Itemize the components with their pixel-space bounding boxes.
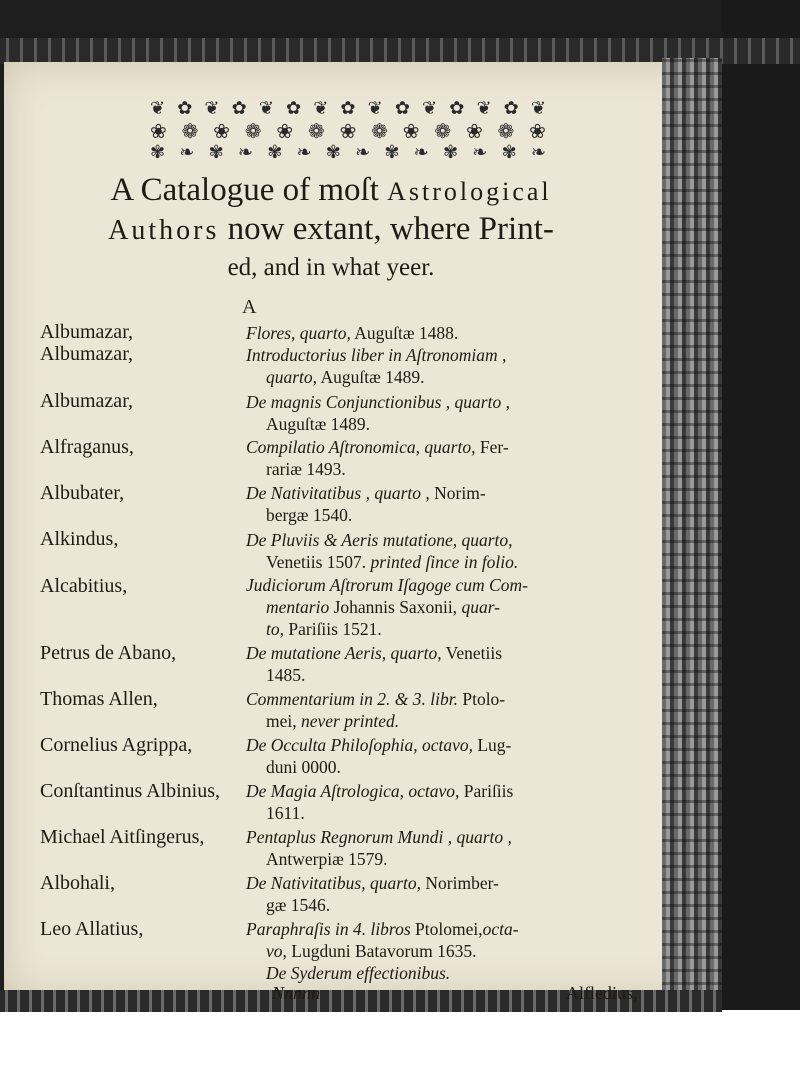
page-title <box>0 172 662 209</box>
author-name: Albumazar, <box>40 343 134 365</box>
title-text: A Catalogue of moſt <box>110 172 388 208</box>
title-line-3: ed, and in what yeer. <box>227 254 435 281</box>
author-name: Petrus de Abano, <box>40 642 177 664</box>
background-white <box>0 1010 800 1081</box>
entry-description: De Nativitatibus, quarto, Norimber- gæ 1546. <box>246 873 499 915</box>
author-name: Conſtantinus Albinius, <box>40 780 221 802</box>
entry-description: De Pluviis & Aeris mutatione, quarto, Venetiis 1507. printed ſince in folio. <box>246 530 519 572</box>
author-name: Alcabitius, <box>40 575 128 597</box>
author-name: Albubater, <box>40 482 125 504</box>
entry-description: De Magia Aſtrologica, octavo, Pariſiis 1611. <box>246 781 514 823</box>
title-text: now extant, where Print- <box>219 211 554 247</box>
catchword: Alfledius, <box>566 983 638 1003</box>
author-name: Albohali, <box>40 872 115 894</box>
author-name: Cornelius Agrippa, <box>40 734 193 756</box>
entry-description: De mutatione Aeris, quarto, Venetiis 1485. <box>246 643 503 685</box>
entry-description: De magnis Conjunctionibus , quarto , Auguſtæ 1489. <box>246 392 510 434</box>
title-line-2 <box>0 211 662 248</box>
entry-description: Compilatio Aſtronomica, quarto, Fer- rariæ 1493. <box>246 437 509 479</box>
author-name: Albumazar, <box>40 390 134 412</box>
author-name: Alkindus, <box>40 528 119 550</box>
entry-description: Commentarium in 2. & 3. libr. Ptolo- mei, never printed. <box>246 689 506 731</box>
author-name: Albumazar, <box>40 321 134 343</box>
printers-ornament-icon: ❦ ✿ ❦ ✿ ❦ ✿ ❦ ✿ ❦ ✿ ❦ ✿ ❦ ✿ ❦ ❀ ❁ ❀ ❁ ❀ ❁ ❀ ❁ ❀ ❁ ❀ ❁ ❀ ✾ ❧ ✾ ❧ ✾ ❧ ✾ ❧ ✾ ❧ ✾ ❧ ✾ ❧ <box>150 98 546 163</box>
author-name: Thomas Allen, <box>40 688 158 710</box>
entry-description: Flores, quarto, Auguſtæ 1488. <box>246 323 459 343</box>
section-letter: A <box>242 296 257 318</box>
right-ornamental-border <box>662 58 722 1008</box>
title-authors: Authors <box>108 215 220 246</box>
entry-description: De Occulta Philoſophia, octavo, Lug- duni 0000. <box>246 735 512 777</box>
author-name: Michael Aitſingerus, <box>40 826 205 848</box>
entry-description: Paraphraſis in 4. libros Ptolomei,octa- vo, Lugduni Batavorum 1635. De Syderum effectionibus. <box>246 919 519 983</box>
entry-description: Pentaplus Regnorum Mundi , quarto , Antwerpiæ 1579. <box>246 827 512 869</box>
entry-description: Judiciorum Aſtrorum Iſagoge cum Com- mentario Johannis Saxonii, quar- to, Pariſiis 1521. <box>246 575 528 639</box>
entry-description: Introductorius liber in Aſtronomiam , quarto, Auguſtæ 1489. <box>246 345 507 387</box>
author-name: Leo Allatius, <box>40 918 144 940</box>
title-smallcaps: Astrological <box>387 177 552 206</box>
scan-edge-dark <box>722 0 800 1010</box>
author-name: Alfraganus, <box>40 436 134 458</box>
entry-description: De Nativitatibus , quarto , Norim- bergæ 1540. <box>246 483 486 525</box>
signature-mark: Nnnnn <box>272 983 321 1003</box>
